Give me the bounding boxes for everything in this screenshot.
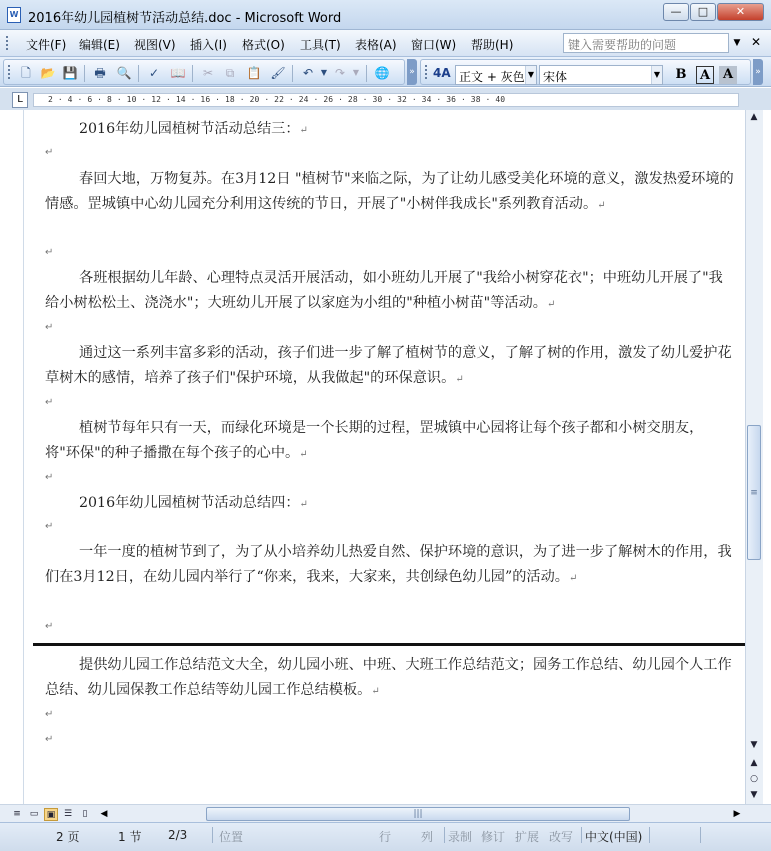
formatting-toolbar (420, 59, 751, 85)
status-record[interactable]: 录制 (448, 830, 473, 844)
status-language[interactable]: 中文(中国) (585, 830, 643, 844)
menu-edit[interactable]: 编辑(E) (79, 38, 120, 52)
empty-paragraph-mark: ↵ (45, 472, 54, 483)
print-icon[interactable]: 🖶 (94, 66, 106, 80)
toolbar-separator (84, 65, 85, 82)
horizontal-scroll-thumb[interactable]: ||| (206, 807, 630, 821)
normal-view-icon[interactable]: ≡ (13, 809, 21, 819)
status-separator (581, 827, 582, 843)
hyperlink-icon[interactable]: 🌐 (374, 66, 390, 80)
outline-view-icon[interactable]: ☰ (63, 809, 73, 819)
font-dropdown-icon[interactable]: ▼ (651, 66, 662, 84)
horizontal-ruler[interactable] (33, 93, 739, 107)
standard-toolbar (3, 59, 405, 85)
status-separator (700, 827, 701, 843)
scroll-left-icon[interactable]: ◀ (100, 809, 108, 819)
help-search-input[interactable]: 键入需要帮助的问题 (563, 33, 729, 53)
paragraph-4: 植树节每年只有一天，而绿化环境是一个长期的过程，罡城镇中心园将让每个孩子都和小树交朋友，将"环保"的种子播撒在每个孩子的心中。↵ (45, 420, 704, 461)
standard-toolbar-options-icon[interactable]: » (407, 59, 417, 85)
toolbar-separator (192, 65, 193, 82)
status-separator (649, 827, 650, 843)
empty-paragraph-mark: ↵ (45, 621, 54, 632)
menu-help[interactable]: 帮助(H) (471, 38, 514, 52)
previous-page-icon[interactable]: ▲ (750, 758, 758, 768)
maximize-button[interactable]: □ (690, 3, 716, 21)
ruler-row (0, 88, 771, 110)
status-extend[interactable]: 扩展 (515, 830, 540, 844)
paragraph-5: 一年一度的植树节到了，为了从小培养幼儿热爱自然、保护环境的意识，为了进一步了解树木的作用，我们在3月12日，在幼儿园内举行了“你来，我来，大家来，共创绿色幼儿园”的活动。↵ (45, 544, 732, 585)
empty-paragraph-mark: ↵ (45, 397, 54, 408)
redo-icon[interactable]: ↷ (334, 66, 346, 80)
web-layout-view-icon[interactable]: ▭ (29, 809, 39, 819)
redo-dropdown-icon[interactable]: ▼ (352, 68, 360, 77)
status-at: 位置 (219, 830, 244, 844)
toolbar (0, 57, 771, 87)
style-select[interactable] (455, 65, 537, 85)
heading-summary-3: 2016年幼儿园植树节活动总结三：↵ (79, 121, 308, 137)
empty-paragraph-mark: ↵ (45, 709, 54, 720)
status-page: 2 页 (56, 830, 80, 844)
status-overtype[interactable]: 改写 (549, 830, 574, 844)
undo-dropdown-icon[interactable]: ▼ (320, 68, 328, 77)
status-page-of-pages: 2/3 (168, 828, 188, 842)
ruler-marks: 2 · 4 · 6 · 8 · 10 · 12 · 14 · 16 · 18 · 20 · 22 · 24 · 26 · 28 · 30 · 32 · 34 · 36 · 38 · 40 (48, 95, 506, 104)
vertical-scroll-thumb[interactable]: ≡ (747, 425, 761, 560)
print-layout-view-icon[interactable]: ▣ (44, 808, 58, 821)
outline-button[interactable]: A (696, 66, 714, 84)
status-separator (212, 827, 213, 843)
toolbar-separator (366, 65, 367, 82)
document-close-icon[interactable]: ✕ (751, 35, 762, 49)
empty-paragraph-mark: ↵ (45, 322, 54, 333)
help-dropdown-icon[interactable]: ▼ (733, 38, 741, 48)
status-separator (444, 827, 445, 843)
menu-format[interactable]: 格式(O) (242, 38, 285, 52)
style-value: 正文 + 灰色 (459, 70, 525, 84)
standard-toolbar-grip-icon[interactable] (7, 64, 11, 81)
vertical-ruler[interactable] (10, 110, 24, 804)
font-select[interactable] (539, 65, 663, 85)
spelling-icon[interactable]: ✓ (148, 66, 160, 80)
menu-bar (0, 30, 771, 57)
paragraph-3: 通过这一系列丰富多彩的活动，孩子们进一步了解了植树节的意义，了解了树的作用，激发了幼儿爱护花草树木的感情，培养了孩子们"保护环境，从我做起"的环保意识。↵ (45, 345, 732, 386)
menu-view[interactable]: 视图(V) (134, 38, 176, 52)
style-dropdown-icon[interactable]: ▼ (525, 66, 536, 84)
menu-file[interactable]: 文件(F) (26, 38, 67, 52)
empty-paragraph-mark: ↵ (45, 521, 54, 532)
title-bar (0, 0, 771, 30)
paragraph-6: 提供幼儿园工作总结范文大全，幼儿园小班、中班、大班工作总结范文；园务工作总结、幼儿园个人工作总结、幼儿园保教工作总结等幼儿园工作总结模板。↵ (45, 657, 732, 698)
word-app-icon[interactable]: W (7, 7, 21, 23)
open-folder-icon[interactable]: 📂 (40, 66, 56, 80)
undo-icon[interactable]: ↶ (302, 66, 314, 80)
save-icon[interactable]: 💾 (62, 66, 78, 80)
styles-formatting-icon[interactable]: 4A (433, 66, 451, 80)
scroll-right-icon[interactable]: ▶ (733, 809, 741, 819)
cut-icon[interactable]: ✂ (202, 66, 214, 80)
status-track-changes[interactable]: 修订 (481, 830, 506, 844)
status-column: 列 (421, 830, 434, 844)
menu-window[interactable]: 窗口(W) (411, 38, 457, 52)
paragraph-2: 各班根据幼儿年龄、心理特点灵活开展活动，如小班幼儿开展了"我给小树穿花衣"；中班幼儿开展了"我给小树松松土、浇浇水"；大班幼儿开展了以家庭为小组的"种植小树苗"等活动。↵ (45, 270, 723, 311)
page-break (33, 643, 745, 646)
menu-grip-icon[interactable] (5, 35, 9, 52)
font-value: 宋体 (543, 70, 568, 84)
status-line: 行 (379, 830, 392, 844)
reading-layout-view-icon[interactable]: ▯ (82, 809, 88, 819)
tab-selector-icon[interactable]: L (12, 92, 28, 108)
copy-icon[interactable]: ⧉ (225, 66, 235, 80)
print-preview-icon[interactable]: 🔍 (116, 66, 132, 80)
close-button[interactable]: ✕ (717, 3, 764, 21)
format-painter-icon[interactable]: 🖌 (270, 66, 286, 80)
minimize-button[interactable]: — (663, 3, 689, 21)
toolbar-separator (138, 65, 139, 82)
shadow-button[interactable]: A (719, 66, 737, 84)
scroll-up-icon[interactable]: ▲ (750, 112, 758, 122)
formatting-toolbar-grip-icon[interactable] (424, 64, 428, 81)
paste-icon[interactable]: 📋 (246, 66, 262, 80)
select-browse-object-icon[interactable]: ○ (750, 774, 758, 784)
heading-summary-4: 2016年幼儿园植树节活动总结四：↵ (79, 495, 308, 511)
empty-paragraph-mark: ↵ (45, 147, 54, 158)
horizontal-scroll-row (0, 804, 771, 822)
scroll-down-icon[interactable]: ▼ (750, 740, 758, 750)
next-page-icon[interactable]: ▼ (750, 790, 758, 800)
empty-paragraph-mark: ↵ (45, 734, 54, 745)
status-bar (0, 822, 771, 851)
window-title: 2016年幼儿园植树节活动总结.doc - Microsoft Word (28, 11, 342, 26)
menu-tools[interactable]: 工具(T) (300, 38, 341, 52)
empty-paragraph-mark: ↵ (45, 247, 54, 258)
formatting-toolbar-options-icon[interactable]: » (753, 59, 763, 85)
menu-table[interactable]: 表格(A) (355, 38, 397, 52)
research-icon[interactable]: 📖 (170, 66, 186, 80)
toolbar-separator (292, 65, 293, 82)
menu-insert[interactable]: 插入(I) (190, 38, 227, 52)
new-document-icon[interactable]: 🗋 (21, 66, 31, 80)
status-section: 1 节 (118, 830, 142, 844)
bold-button[interactable]: B (675, 67, 687, 82)
paragraph-1: 春回大地，万物复苏。在3月12日 "植树节"来临之际，为了让幼儿感受美化环境的意义，激发热爱环境的情感。罡城镇中心幼儿园充分利用这传统的节日，开展了"小树伴我成长"系列教育活动。↵ (45, 171, 734, 212)
